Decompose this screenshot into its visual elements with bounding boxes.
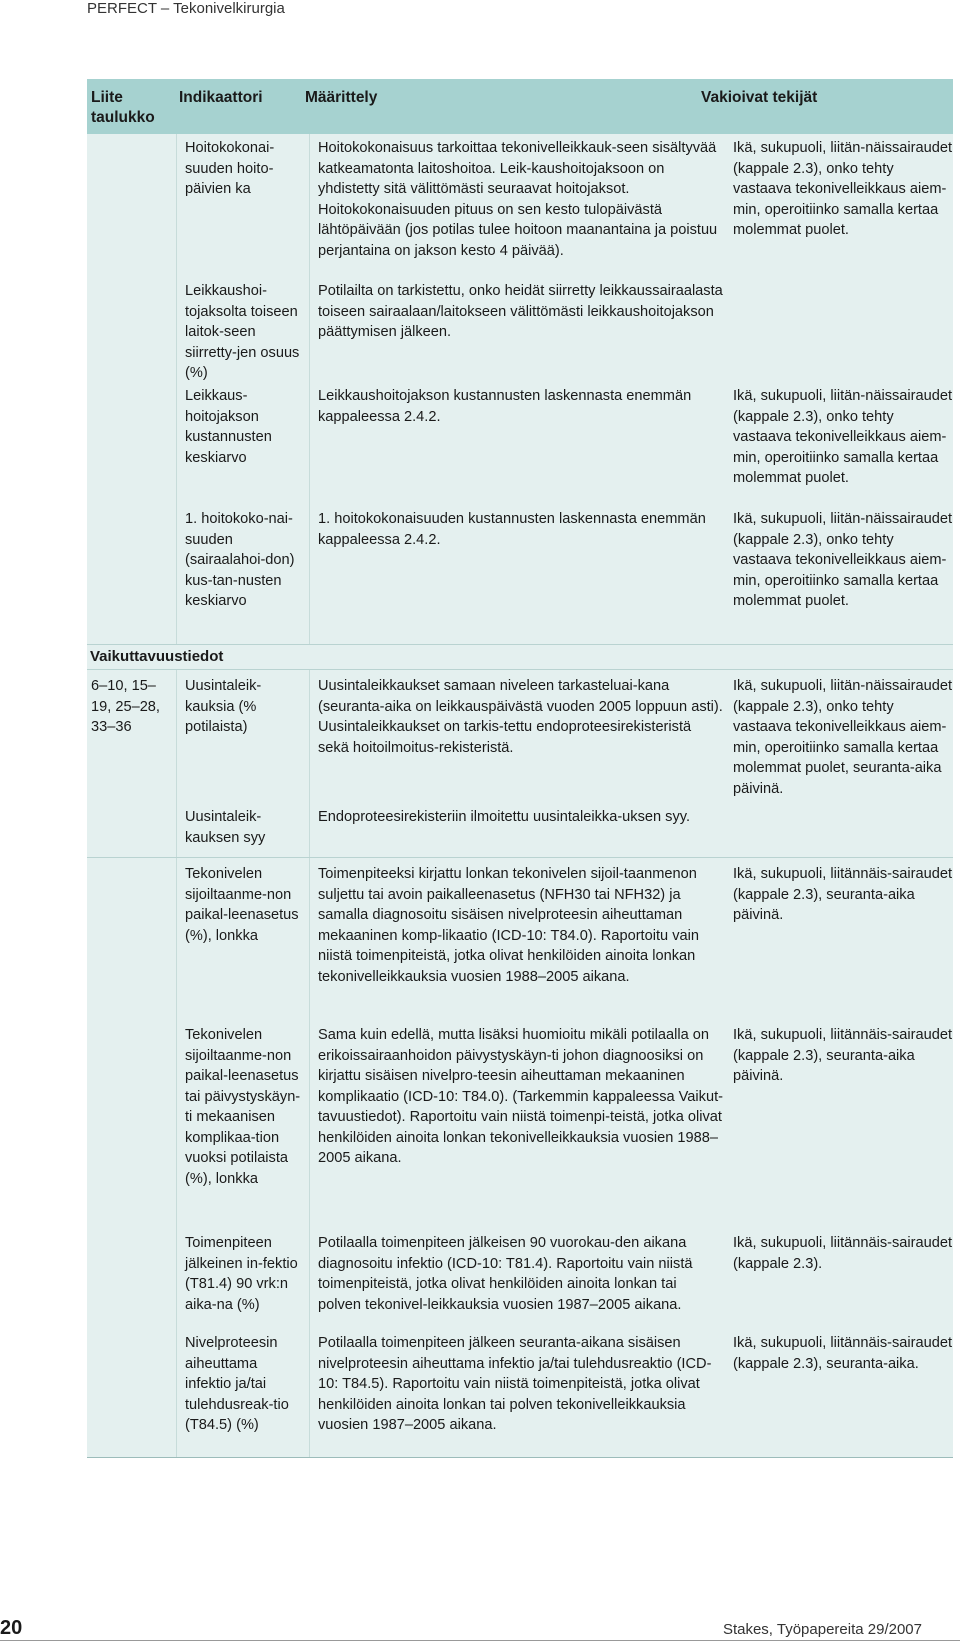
running-head [87, 0, 285, 17]
cell-maarittely: Toimenpiteeksi kirjattu lonkan tekonivelen sijoil-taanmenon suljettu tai avoin paikalleenasetus (NFH30 tai NFH32) ja samalla diagnosoitu sisäisen nivelproteesin aiheuttaman mekaaninen komp-likaatio (ICD-10: T84.0). Raportoitu vain niistä toimenpiteistä, jotka olivat henkilöiden ainoita lonkan tekonivelleikkauksia vuosien 1988–2005 aikana. [318, 866, 699, 985]
header-liite: Liite taulukko [91, 89, 155, 126]
cell-liite: 6–10, 15–19, 25–28, 33–36 [91, 678, 160, 735]
cell-maarittely: Uusintaleikkaukset samaan niveleen tarkasteluai-kana (seuranta-aika on leikkauspäivästä vuoden 2005 loppuun asti). Uusintaleikkaukset on tarkis-tettu endoproteesirekisteristä sekä hoitoilmoitus-rekisteristä. [318, 678, 723, 756]
cell-indikaattori: Uusintaleik-kauksen syy [185, 809, 266, 846]
indicator-table [87, 79, 953, 1458]
cell-vakioivat: Ikä, sukupuoli, liitän-näissairaudet (kappale 2.3), onko tehty vastaava tekonivelleikkaus aiem-min, operoitiinko samalla kertaa molemmat puolet. [733, 511, 953, 609]
cell-indikaattori: 1. hoitokoko-nai-suuden (sairaalahoi-don) kus-tan-nusten keskiarvo [185, 511, 295, 609]
footer-rule [0, 1640, 960, 1641]
cell-indikaattori: Tekonivelen sijoiltaanme-non paikal-leenasetus tai päivystyskäyn-ti mekaanisen komplikaa-tion vuoksi potilaista (%), lonkka [185, 1027, 301, 1187]
cell-vakioivat: Ikä, sukupuoli, liitän-näissairaudet (kappale 2.3), onko tehty vastaava tekonivelleikkaus aiem-min, operoitiinko samalla kertaa molemmat puolet. [733, 140, 953, 238]
cell-indikaattori: Tekonivelen sijoiltaanme-non paikal-leenasetus (%), lonkka [185, 866, 299, 944]
cell-maarittely: Potilailta on tarkistettu, onko heidät siirretty leikkaussairaalasta toiseen sairaalaan/laitokseen välittömästi leikkaushoitojakson päättymisen jälkeen. [318, 283, 723, 340]
cell-maarittely: Potilaalla toimenpiteen jälkeen seuranta-aikana sisäisen nivelproteesin aiheuttama infektio ja/tai tulehdusreaktio (ICD-10: T84.5). Raportoitu vain niistä toimenpiteistä, jotka olivat henkilöiden ainoita lonkan tai polven tekonivelleikkauksia vuosien 1987–2005 aikana. [318, 1335, 712, 1433]
footer-source: Stakes, Työpapereita 29/2007 [722, 1621, 922, 1638]
cell-maarittely: Potilaalla toimenpiteen jälkeisen 90 vuorokau-den aikana diagnosoitu infektio (ICD-10: T81.4). Raportoitu vain niistä toimenpiteistä, jotka olivat henkilöiden ainoita lonkan tai polven tekonivel-leikkauksia vuosien 1987–2005 aikana. [318, 1235, 693, 1313]
table-header-row [87, 79, 953, 134]
header-vakioivat: Vakioivat tekijät [701, 89, 818, 106]
cell-vakioivat: Ikä, sukupuoli, liitän-näissairaudet (kappale 2.3), onko tehty vastaava tekonivelleikkaus aiem-min, operoitiinko samalla kertaa molemmat puolet. [733, 388, 953, 486]
cell-indikaattori: Leikkaushoi-tojaksolta toiseen laitok-seen siirretty-jen osuus (%) [185, 283, 300, 381]
table-row [87, 1333, 953, 1458]
cell-maarittely: Hoitokokonaisuus tarkoittaa tekonivelleikkauk-seen sisältyvää katkeamatonta laitoshoitoa. Leik-kaushoitojaksoon on yhdistetty sitä välittömästi seuraavat hoitojaksot. Hoitokokonaisuuden pituus on sen kesto tulopäivästä lähtöpäivään (jos potilas tulee hoitoon maanantaina ja poistuu perjantaina on jakson kesto 4 päivää). [318, 140, 718, 259]
table-row [87, 1233, 953, 1333]
cell-vakioivat: Ikä, sukupuoli, liitännäis-sairaudet (kappale 2.3). [733, 1235, 953, 1272]
table-row [87, 1025, 953, 1233]
cell-indikaattori: Toimenpiteen jälkeinen in-fektio (T81.4) 90 vrk:n aika-na (%) [185, 1235, 298, 1313]
cell-vakioivat: Ikä, sukupuoli, liitännäis-sairaudet (kappale 2.3), seuranta-aika. [733, 1335, 953, 1372]
cell-maarittely: Leikkaushoitojakson kustannusten laskennasta enemmän kappaleessa 2.4.2. [318, 388, 692, 425]
table-row [87, 134, 953, 281]
cell-maarittely: 1. hoitokokonaisuuden kustannusten laskennasta enemmän kappaleessa 2.4.2. [318, 511, 706, 548]
header-indikaattori: Indikaattori [179, 89, 263, 106]
table-row [87, 670, 953, 807]
cell-indikaattori: Hoitokokonai-suuden hoito-päivien ka [185, 140, 275, 197]
table-row [87, 386, 953, 509]
cell-maarittely: Endoproteesirekisteriin ilmoitettu uusintaleikka-uksen syy. [318, 809, 691, 825]
cell-vakioivat: Ikä, sukupuoli, liitännäis-sairaudet (kappale 2.3), seuranta-aika päivinä. [733, 866, 953, 923]
page-number: 20 [0, 1617, 23, 1639]
cell-vakioivat: Ikä, sukupuoli, liitän-näissairaudet (kappale 2.3), onko tehty vastaava tekonivelleikkaus aiem-min, operoitiinko samalla kertaa molemmat puolet, seuranta-aika päivinä. [733, 678, 953, 797]
cell-maarittely: Sama kuin edellä, mutta lisäksi huomioitu mikäli potilaalla on erikoissairaanhoidon päivystyskäyn-ti johon diagnoosiksi on kirjattu sisäisen nivelpro-teesin aiheuttaman mekaaninen komplikaatio (ICD-10: T84.0). (Tarkemmin kappaleessa Vaikut-tavuustiedot). Raportoitu vain niistä toimenpi-teistä, jotka olivat henkilöiden ainoita lonkan tekonivelleikkauksia vuosien 1988–2005 aikana. [318, 1027, 723, 1166]
cell-vakioivat: Ikä, sukupuoli, liitännäis-sairaudet (kappale 2.3), seuranta-aika päivinä. [733, 1027, 953, 1084]
header-maarittely: Määrittely [305, 89, 378, 106]
table-row [87, 858, 953, 1025]
cell-indikaattori: Leikkaus-hoitojakson kustannusten keskiarvo [185, 388, 272, 466]
running-head-text: PERFECT – Tekonivelkirurgia [87, 0, 285, 17]
cell-indikaattori: Nivelproteesin aiheuttama infektio ja/tai tulehdusreak-tio (T84.5) (%) [185, 1335, 289, 1433]
table-row [87, 281, 953, 386]
table-row [87, 509, 953, 644]
section-title: Vaikuttavuustiedot [90, 648, 224, 665]
cell-indikaattori: Uusintaleik-kauksia (% potilaista) [185, 678, 262, 735]
table-row [87, 807, 953, 857]
section-heading-row [87, 645, 953, 669]
